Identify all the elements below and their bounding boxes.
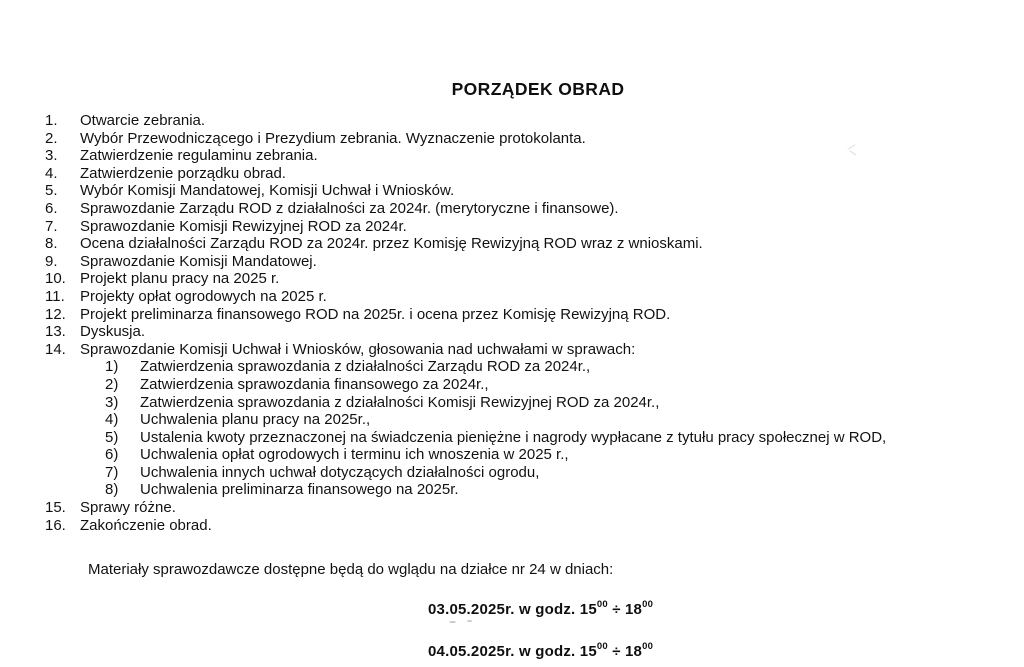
agenda-item: [45, 112, 1005, 130]
agenda-item-text: Dyskusja.: [80, 323, 146, 341]
agenda-subitem-number: 5): [105, 428, 119, 446]
agenda-item-number: 13.: [45, 323, 66, 341]
agenda-item: [45, 341, 1005, 359]
date-text: ÷ 18: [607, 601, 643, 618]
agenda-subitem-number: 3): [105, 393, 119, 411]
agenda-item-number: 1.: [45, 112, 58, 129]
agenda-item-text: Projekt preliminarza finansowego ROD na 2025r. i ocena przez Komisję Rewizyjną ROD.: [80, 305, 671, 323]
agenda-item: [45, 218, 1005, 236]
agenda-item-text: Wybór Przewodniczącego i Prezydium zebrania. Wyznaczenie protokolanta.: [80, 129, 586, 147]
agenda-item-text: Sprawozdanie Komisji Mandatowej.: [80, 252, 317, 270]
agenda-item-text: Zatwierdzenie regulaminu zebrania.: [80, 147, 318, 165]
agenda-item-number: 5.: [45, 182, 58, 200]
agenda-item-number: 10.: [45, 270, 66, 288]
page-title: PORZĄDEK OBRAD: [451, 79, 625, 99]
agenda-item-number: 14.: [45, 340, 66, 358]
agenda-item-text: Otwarcie zebrania.: [80, 112, 206, 129]
hour-superscript: 00: [596, 599, 608, 610]
agenda-item: [45, 306, 1005, 324]
agenda-item: [45, 235, 1005, 253]
agenda-subitem-text: Uchwalenia preliminarza finansowego na 2025r.: [140, 481, 459, 499]
agenda-item-number: 2.: [45, 129, 58, 147]
agenda-item-text: Zakończenie obrad.: [80, 516, 212, 534]
agenda-item-text: Wybór Komisji Mandatowej, Komisji Uchwał i Wniosków.: [80, 182, 455, 200]
agenda-subitem: [45, 429, 1005, 447]
agenda-item-number: 12.: [45, 305, 66, 323]
agenda-item: [45, 165, 1005, 183]
agenda-item-text: Sprawozdanie Zarządu ROD z działalności za 2024r. (merytoryczne i finansowe).: [80, 199, 619, 217]
agenda-subitem-number: 7): [105, 463, 119, 481]
date-text: 04.05.2025r. w godz. 15: [428, 643, 597, 660]
agenda-subitem-number: 6): [105, 446, 119, 464]
agenda-item-text: Zatwierdzenie porządku obrad.: [80, 164, 286, 182]
scan-artifact-speck: [449, 621, 456, 623]
agenda-item-text: Sprawozdanie Komisji Uchwał i Wniosków, głosowania nad uchwałami w sprawach:: [80, 340, 636, 358]
agenda-subitem-text: Zatwierdzenia sprawozdania finansowego za 2024r.,: [140, 375, 489, 393]
materials-date-line-1: [428, 601, 653, 618]
hour-superscript: 00: [642, 599, 654, 610]
scan-artifact-speck: [467, 620, 472, 622]
agenda-subitem-text: Zatwierdzenia sprawozdania z działalności Komisji Rewizyjnej ROD za 2024r.,: [140, 393, 660, 411]
agenda-item-text: Projekt planu pracy na 2025 r.: [80, 270, 280, 288]
hour-superscript: 00: [642, 641, 654, 652]
agenda-subitem-text: Uchwalenia planu pracy na 2025r.,: [140, 411, 371, 429]
agenda-subitem: [45, 446, 1005, 464]
agenda-subitem: [45, 394, 1005, 412]
agenda-item-number: 16.: [45, 516, 66, 534]
agenda-item: [45, 499, 1005, 517]
agenda-item-text: Sprawy różne.: [80, 499, 176, 517]
date-text: ÷ 18: [607, 643, 643, 660]
agenda-subitem-text: Uchwalenia innych uchwał dotyczących działalności ogrodu,: [140, 463, 540, 481]
agenda-item: [45, 182, 1005, 200]
agenda-item: [45, 288, 1005, 306]
agenda-subitem: [45, 358, 1005, 376]
agenda-subitem-text: Zatwierdzenia sprawozdania z działalności Zarządu ROD za 2024r.,: [140, 358, 591, 376]
agenda-item-number: 4.: [45, 164, 58, 182]
agenda-item-number: 9.: [45, 252, 58, 270]
agenda-item-number: 3.: [45, 147, 58, 165]
agenda-item: [45, 270, 1005, 288]
agenda-subitem-number: 4): [105, 411, 119, 429]
agenda-subitem: [45, 481, 1005, 499]
agenda-subitem: [45, 376, 1005, 394]
agenda-item-text: Sprawozdanie Komisji Rewizyjnej ROD za 2024r.: [80, 217, 407, 235]
agenda-item-number: 7.: [45, 217, 58, 235]
agenda-list: [45, 112, 1005, 534]
materials-notice: Materiały sprawozdawcze dostępne będą do wglądu na działce nr 24 w dniach:: [88, 561, 614, 578]
agenda-item-text: Ocena działalności Zarządu ROD za 2024r. przez Komisję Rewizyjną ROD wraz z wnioskami.: [80, 235, 703, 253]
agenda-subitem-number: 1): [105, 358, 119, 376]
agenda-item-number: 11.: [45, 287, 65, 305]
agenda-subitem: [45, 411, 1005, 429]
agenda-item-number: 8.: [45, 235, 58, 253]
agenda-subitem-number: 2): [105, 375, 119, 393]
date-text: 03.05.2025r. w godz. 15: [428, 601, 597, 618]
agenda-item-number: 15.: [45, 499, 66, 517]
agenda-subitem-number: 8): [105, 481, 119, 499]
agenda-item: [45, 517, 1005, 535]
agenda-subitem-text: Uchwalenia opłat ogrodowych i terminu ich wnoszenia w 2025 r.,: [140, 446, 569, 464]
agenda-subitem-text: Ustalenia kwoty przeznaczonej na świadczenia pieniężne i nagrody wypłacane z tytułu pracy społecznej w ROD,: [140, 428, 887, 446]
agenda-subitem: [45, 464, 1005, 482]
hour-superscript: 00: [596, 641, 608, 652]
agenda-item: [45, 253, 1005, 271]
materials-date-line-2: [428, 643, 653, 660]
agenda-item-text: Projekty opłat ogrodowych na 2025 r.: [80, 287, 327, 305]
agenda-item: [45, 323, 1005, 341]
scan-artifact-smudge: [846, 141, 868, 159]
agenda-item: [45, 200, 1005, 218]
agenda-item-number: 6.: [45, 199, 58, 217]
